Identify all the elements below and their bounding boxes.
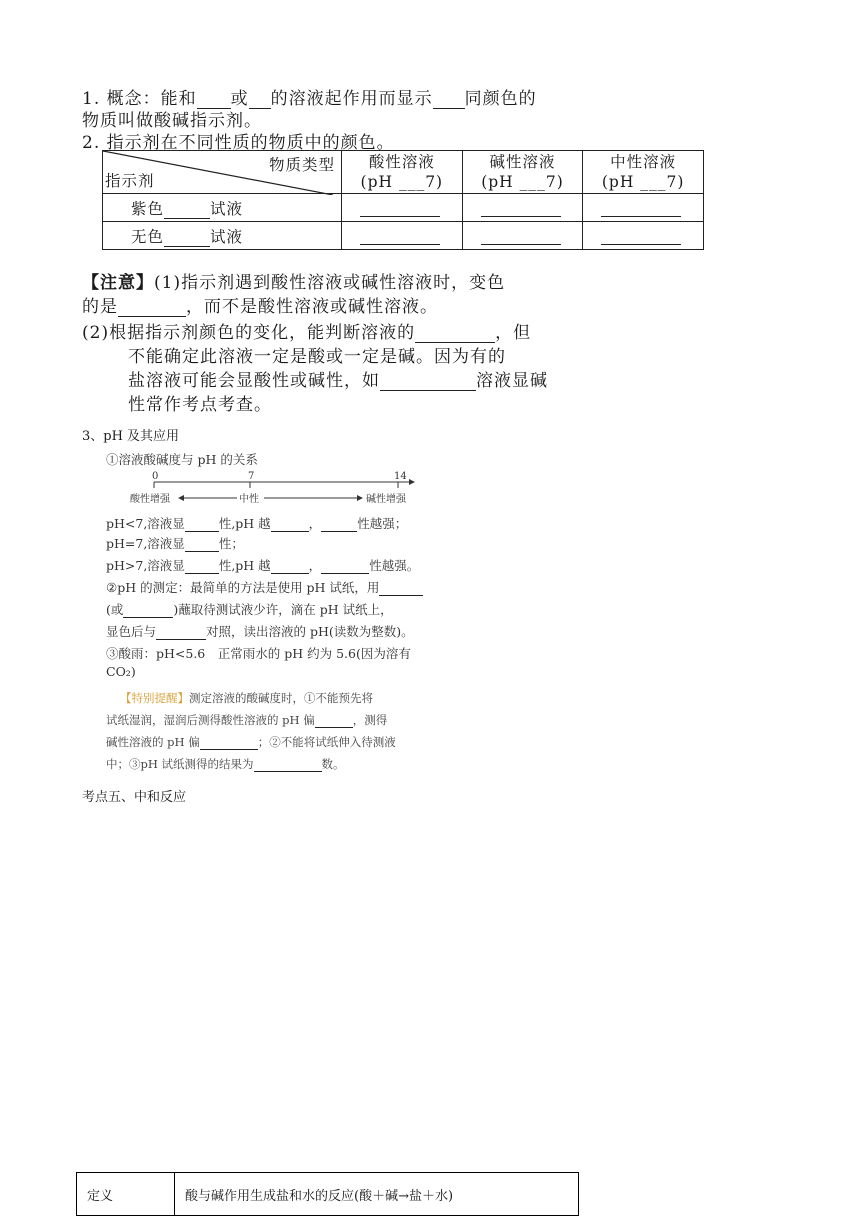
table-cell	[342, 222, 463, 250]
blank	[433, 91, 465, 109]
indicator-color-table	[102, 150, 704, 250]
table-row	[103, 222, 704, 250]
row-pre: 紫色	[131, 199, 165, 218]
concept-text-4: 同颜色的	[464, 89, 537, 109]
blank	[379, 583, 423, 597]
note-line-5	[128, 366, 548, 391]
blank	[271, 561, 309, 575]
arrow-right-icon	[357, 495, 363, 501]
blank	[315, 716, 353, 729]
text: 测定溶液的酸碱度时，①不能预先将	[189, 691, 373, 705]
text: 碱性溶液的 pH 偏	[106, 735, 200, 749]
tip-line-2	[106, 712, 387, 728]
tip-label: 【特别提醒】	[120, 691, 189, 705]
column-title: 中性溶液	[610, 153, 677, 171]
text: 性越强；	[357, 516, 408, 531]
note-label: 【注意】	[82, 273, 154, 293]
table-cell	[462, 222, 583, 250]
blank	[360, 228, 440, 245]
blank	[601, 228, 681, 245]
text: (或	[106, 602, 124, 617]
concept-text-1: 1. 概念：能和	[82, 89, 197, 109]
text: pH<7,溶液显	[106, 516, 185, 531]
tip-line-4	[106, 756, 345, 772]
note-line-6: 性常作考点考查。	[128, 395, 272, 415]
table-row	[77, 1173, 579, 1216]
note-text: ，但	[495, 323, 532, 343]
blank	[601, 200, 681, 217]
concept-text-3: 的溶液起作用而显示	[270, 89, 433, 109]
scale-label-neutral: 中性	[239, 494, 259, 505]
scale-label-acid: 酸性增强	[130, 494, 170, 505]
ph-section	[104, 450, 450, 775]
scale-tick-14: 14	[394, 471, 407, 482]
column-neutral	[583, 151, 704, 194]
text: pH>7,溶液显	[106, 558, 185, 573]
text: pH=7,溶液显	[106, 536, 185, 551]
scale-label-base: 碱性增强	[366, 494, 406, 505]
neutralization-definition-table	[76, 1172, 579, 1216]
note-text: 的是	[82, 297, 118, 317]
text: 数。	[321, 757, 345, 771]
table-cell	[583, 194, 704, 222]
indicator-concept-section	[82, 84, 750, 414]
header-substance-type: 物质类型	[268, 156, 335, 174]
note-line-1	[82, 268, 505, 293]
ph-measure-line-3	[106, 622, 414, 640]
note-text: 溶液显碱	[476, 371, 548, 391]
blank	[164, 230, 210, 247]
ph-subheading: ①溶液酸碱度与 pH 的关系	[106, 452, 258, 467]
text: 性；	[218, 536, 244, 551]
blank	[200, 738, 258, 751]
heading-ph-application: 3、pH 及其应用	[82, 429, 180, 444]
text: 试纸湿润，湿润后测得酸性溶液的 pH 偏	[106, 713, 315, 727]
text: ，	[308, 558, 322, 573]
blank	[271, 519, 309, 533]
text: 性,pH 越	[218, 516, 271, 531]
text: 对照，读出溶液的 pH(读数为整数)。	[206, 624, 414, 639]
scale-tick-0: 0	[152, 471, 159, 482]
blank	[185, 539, 219, 553]
column-ph: (pH ___7)	[360, 173, 444, 191]
blank	[321, 561, 369, 575]
table-row	[103, 194, 704, 222]
note-text: (1)指示剂遇到酸性溶液或碱性溶液时，变色	[154, 273, 506, 293]
column-basic	[462, 151, 583, 194]
row-label	[103, 194, 342, 222]
text: 性,pH 越	[218, 558, 271, 573]
note-text: 盐溶液可能会显酸性或碱性，如	[128, 371, 380, 391]
text: ，测得	[352, 713, 388, 727]
tip-line-3	[106, 734, 396, 750]
text: ②pH 的测定：最简单的方法是使用 pH 试纸，用	[106, 580, 380, 595]
table-cell	[342, 194, 463, 222]
header-indicator: 指示剂	[105, 172, 155, 190]
blank	[118, 299, 186, 317]
scale-arrow-icon	[409, 479, 415, 485]
blank	[360, 200, 440, 217]
ph-measure-line-2	[106, 600, 393, 618]
blank	[156, 627, 206, 641]
note-line-3	[82, 318, 531, 343]
indicator-colors-heading: 2. 指示剂在不同性质的物质中的颜色。	[82, 133, 395, 153]
blank	[254, 760, 322, 773]
text: 中；③pH 试纸测得的结果为	[106, 757, 254, 771]
column-ph: (pH ___7)	[481, 173, 564, 191]
column-title: 碱性溶液	[489, 153, 556, 171]
note-text: (2)根据指示剂颜色的变化，能判断溶液的	[82, 323, 416, 343]
blank	[481, 228, 561, 245]
table-cell	[462, 194, 583, 222]
definition-label: 定义	[77, 1173, 175, 1216]
acid-rain-line: ③酸雨：pH<5.6 正常雨水的 pH 约为 5.6(因为溶有	[106, 646, 411, 661]
blank	[380, 373, 476, 391]
ph-line-base	[106, 556, 419, 574]
concept-line-cont: 物质叫做酸碱指示剂。	[82, 111, 262, 131]
column-title: 酸性溶液	[368, 153, 435, 171]
blank	[123, 605, 173, 619]
acid-rain-line-cont: CO₂)	[106, 664, 136, 679]
note-text: ，而不是酸性溶液或碱性溶液。	[186, 297, 438, 317]
table-cell	[583, 222, 704, 250]
ph-scale-diagram	[104, 470, 450, 508]
text: ；②不能将试纸伸入待测液	[257, 735, 396, 749]
blank	[481, 200, 561, 217]
definition-value: 酸与碱作用生成盐和水的反应(酸＋碱→盐＋水)	[175, 1173, 579, 1216]
scale-tick-7: 7	[248, 471, 255, 482]
blank	[321, 519, 357, 533]
text: )蘸取待测试液少许，滴在 pH 试纸上，	[173, 602, 393, 617]
table-diagonal-header	[103, 151, 342, 194]
concept-text-2: 或	[230, 89, 249, 109]
blank	[185, 519, 219, 533]
blank	[185, 561, 219, 575]
row-post: 试液	[210, 199, 244, 218]
row-label	[103, 222, 342, 250]
ph-line-acid	[106, 514, 407, 532]
note-line-2	[82, 292, 438, 317]
tip-line-1	[120, 690, 373, 706]
ph-line-neutral	[106, 534, 244, 552]
heading-neutralization: 考点五、中和反应	[82, 790, 187, 805]
text: ，	[308, 516, 322, 531]
note-line-4: 不能确定此溶液一定是酸或一定是碱。因为有的	[128, 347, 506, 367]
blank	[415, 325, 495, 343]
column-acidic	[342, 151, 463, 194]
row-pre: 无色	[131, 227, 165, 246]
blank	[164, 202, 210, 219]
row-post: 试液	[210, 227, 244, 246]
text: 性越强。	[369, 558, 420, 573]
arrow-left-icon	[178, 495, 184, 501]
ph-measure-line-1	[106, 578, 423, 596]
column-ph: (pH ___7)	[601, 173, 685, 191]
text: 显色后与	[106, 624, 157, 639]
